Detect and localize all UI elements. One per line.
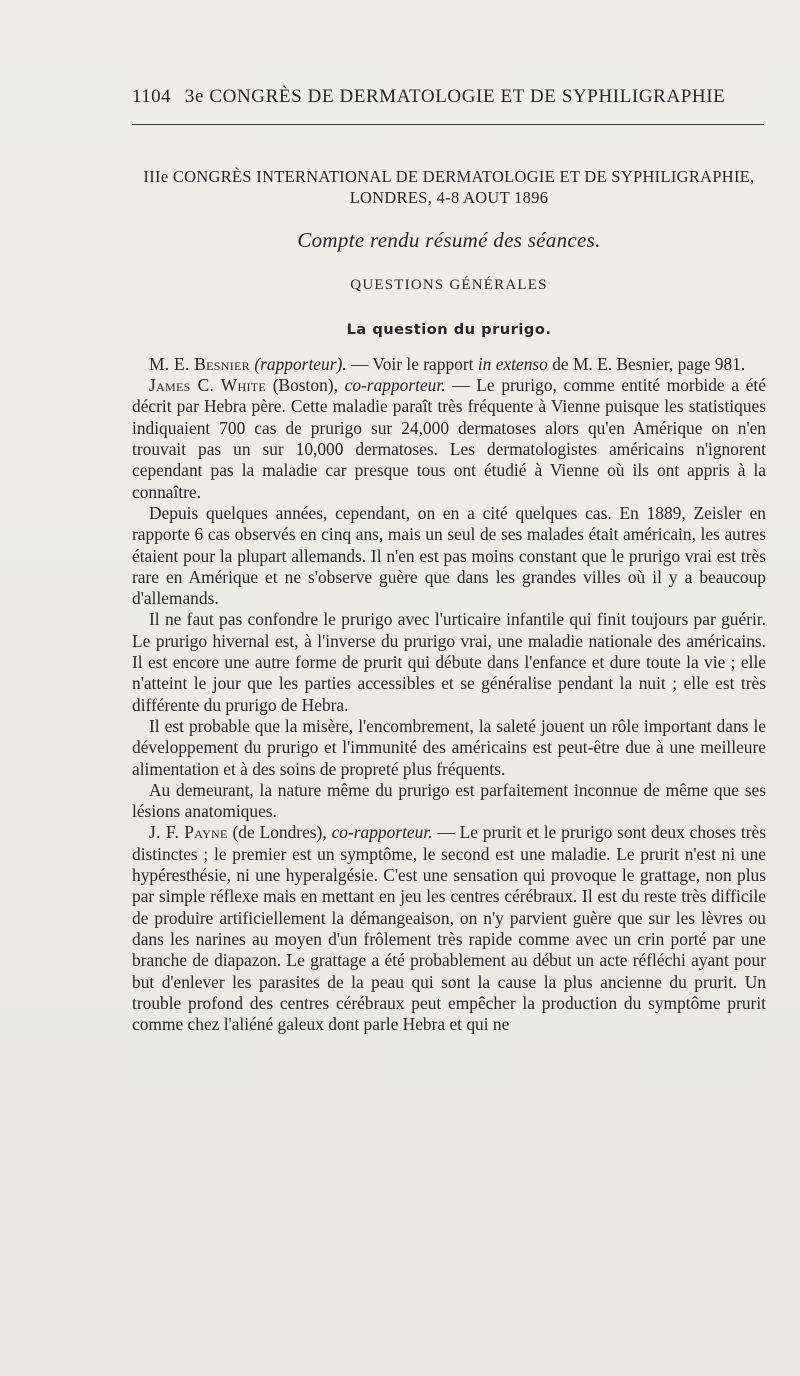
page-number: 1104 — [132, 86, 171, 107]
subtitle: Compte rendu résumé des séances. — [297, 228, 601, 252]
running-header — [132, 86, 764, 108]
paragraph: Il est probable que la misère, l'encombrement, la saleté jouent un rôle important dans le développement du prurigo et l'immunité des américains est peut-être due à une meilleure alimentation et à des soins de propreté plus fréquents. — [132, 715, 766, 779]
paragraph-payne — [132, 822, 766, 1035]
running-title: 3e CONGRÈS DE DERMATOLOGIE ET DE SYPHILIGRAPHIE — [184, 86, 726, 107]
section-heading: QUESTIONS GÉNÉRALES — [350, 277, 548, 294]
congress-title: IIIe CONGRÈS INTERNATIONAL DE DERMATOLOGIE ET DE SYPHILIGRAPHIE, LONDRES, 4-8 AOUT 1896 — [143, 167, 755, 207]
question-heading: La question du prurigo. — [346, 320, 552, 338]
article-body — [132, 166, 766, 1035]
header-rule — [132, 124, 764, 125]
speaker-name: James C. White — [149, 375, 267, 396]
speaker-role: (rapporteur). — [254, 353, 347, 374]
speaker-name: J. F. Payne — [149, 822, 228, 843]
speaker-role: co-rapporteur. — [344, 375, 446, 396]
paragraph-text-italic: in extenso — [477, 353, 548, 374]
paragraph-text: — Le prurigo, comme entité morbide a été décrit par Hebra père. Cette maladie paraît très fréquente à Vienne puisque les statistiques indiquaient 700 cas de prurigo sur 24,000 dermatoses alors qu'en Amérique on n'en trouvait pas un sur 10,000 dermatoses. Les dermatologistes américains n'ignorent cependant pas la maladie car presque tous ont étudié à Vienne où ils ont appris à la connaître. — [132, 375, 766, 502]
paragraph-white — [132, 375, 766, 503]
paragraph-text: de M. E. Besnier, page 981. — [547, 353, 746, 374]
paragraph-text: — Le prurit et le prurigo sont deux choses très distinctes ; le premier est un symptôme, le second est une maladie. Le prurit n'est ni une hypéresthésie, ni une hyperalgésie. C'est une sensation qui provoque le grattage, non plus par simple réflexe mais en mettant en jeu les centres cérébraux. Il est du reste très difficile de produire artificiellement la démangeaison, on n'y parvient guère que sur les lèvres ou dans les narines au moyen d'un frôlement très rapide comme avec un crin porté par une branche de diapazon. Le grattage a été probablement au début un acte réfléchi ayant pour but d'enlever les parasites de la peau qui sont la cause la plus ancienne du prurit. Un trouble profond des centres cérébraux peut empêcher la production du symptôme prurit comme chez l'aliéné galeux dont parle Hebra et qui ne — [132, 822, 767, 1035]
paragraph-besnier — [132, 354, 766, 375]
paragraph-text: — Voir le rapport — [346, 353, 478, 374]
speaker-role: co-rapporteur. — [331, 822, 433, 843]
speaker-name: M. E. Besnier — [149, 353, 250, 374]
paragraph: Depuis quelques années, cependant, on en a cité quelques cas. En 1889, Zeisler en rapporte 6 cas observés en cinq ans, mais un seul de ses malades était américain, les autres étaient pour la plupart allemands. Il n'en est pas moins constant que le prurigo vrai est très rare en Amérique et ne s'observe guère que dans les grandes villes où il y a beaucoup d'allemands. — [132, 502, 766, 609]
paragraph: Au demeurant, la nature même du prurigo est parfaitement inconnue de même que ses lésions anatomiques. — [132, 779, 766, 822]
speaker-location: (Boston), — [266, 375, 345, 396]
speaker-location: (de Londres), — [227, 822, 332, 843]
paragraph: Il ne faut pas confondre le prurigo avec l'urticaire infantile qui finit toujours par guérir. Le prurigo hivernal est, à l'inverse du prurigo vrai, une maladie nationale des américains. Il est encore une autre forme de prurit qui débute dans l'enfance et dure toute la vie ; elle n'atteint le jour que les parties accessibles et se généralise pendant la nuit ; elle est très différente du prurigo de Hebra. — [132, 609, 766, 715]
